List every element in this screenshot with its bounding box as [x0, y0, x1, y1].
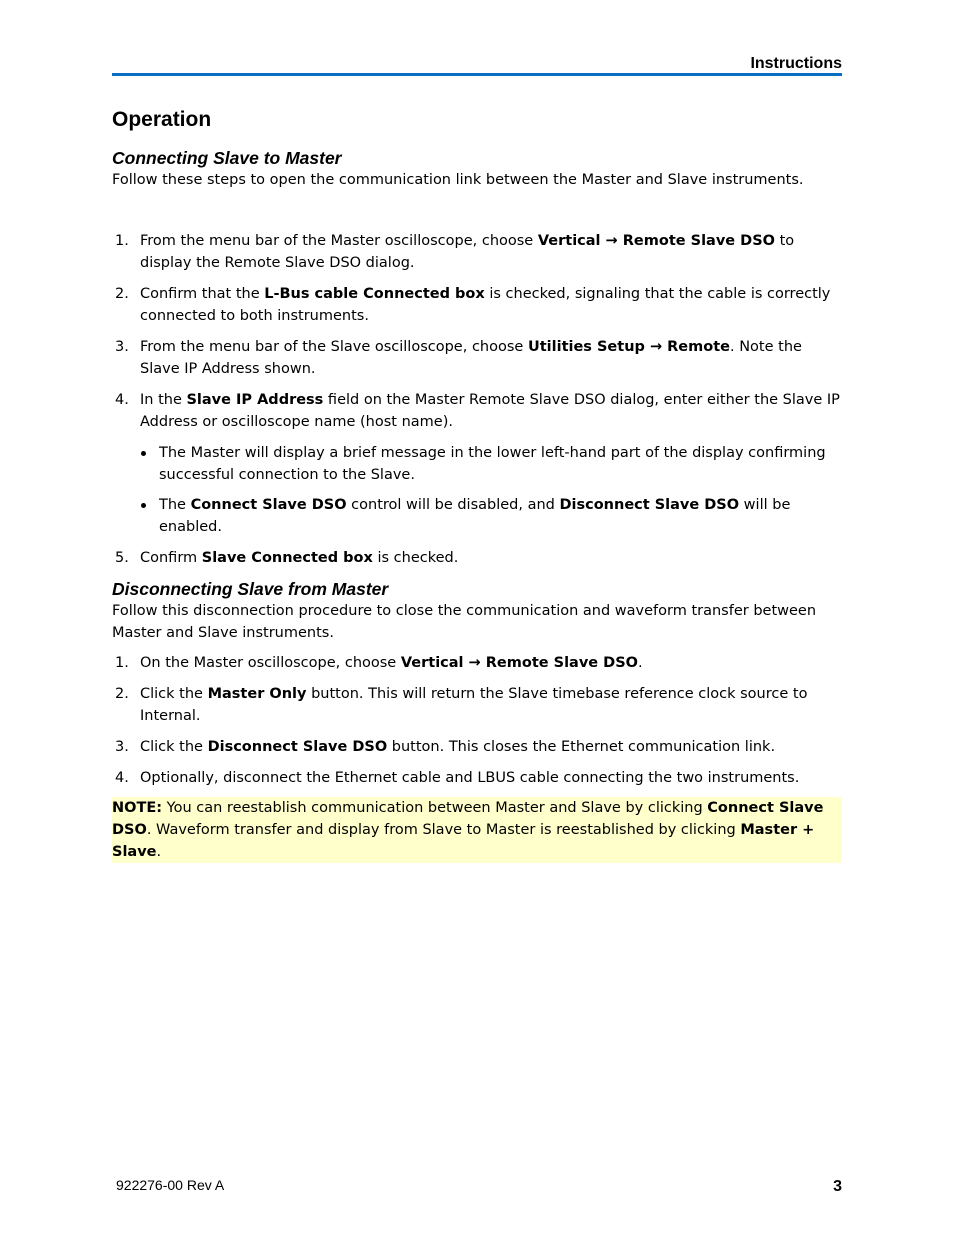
document-id: 922276-00 Rev A [116, 1177, 225, 1193]
bullet-icon [141, 451, 146, 456]
note-box: NOTE: You can reestablish communication between Master and Slave by clicking Connect Slave DSO. Waveform transfer and display from Slave to Master is reestablished by clicking Master + Slave. [112, 797, 842, 863]
bullet-icon [141, 503, 146, 508]
section-title: Operation [112, 108, 212, 131]
connect-steps [112, 230, 842, 569]
subsection-title-disconnect: Disconnecting Slave from Master [112, 579, 389, 599]
header-rule [112, 73, 842, 76]
list-item: 2. Click the Master Only button. This will return the Slave timebase reference clock source to Internal. [115, 686, 808, 724]
list-item: 3. Click the Disconnect Slave DSO button. This closes the Ethernet communication link. [115, 739, 776, 755]
list-item: 1. From the menu bar of the Master oscilloscope, choose Vertical → Remote Slave DSO to display the Remote Slave DSO dialog. [115, 233, 795, 271]
bullet-item: The Master will display a brief message in the lower left-hand part of the display confirming successful connection to the Slave. [140, 442, 842, 486]
bullet-item: The Connect Slave DSO control will be disabled, and Disconnect Slave DSO will be enabled. [140, 494, 842, 538]
list-item: 5. Confirm Slave Connected box is checked. [115, 550, 459, 566]
subsection-title-connect: Connecting Slave to Master [112, 148, 342, 168]
disconnect-intro: Follow this disconnection procedure to close the communication and waveform transfer between Master and Slave instruments. [112, 603, 817, 641]
running-header: Instructions [750, 55, 842, 72]
disconnect-steps [112, 652, 842, 789]
page-content [112, 106, 842, 863]
page-number: 3 [833, 1178, 842, 1195]
list-item: 4. In the Slave IP Address field on the Master Remote Slave DSO dialog, enter either the Slave IP Address or oscilloscope name (host name). The Master will display a brief message in the lower left-hand part of the display confirming successful connection to the Slave. The Connect Slave DSO control will be disabled, and Disconnect Slave DSO will be enabled. [112, 389, 842, 538]
connect-intro: Follow these steps to open the communication link between the Master and Slave instruments. [112, 172, 804, 188]
step-4-bullets [140, 442, 842, 538]
list-item: 2. Confirm that the L-Bus cable Connected box is checked, signaling that the cable is correctly connected to both instruments. [115, 286, 831, 324]
list-item: 4. Optionally, disconnect the Ethernet cable and LBUS cable connecting the two instruments. [115, 770, 800, 786]
note-label: NOTE: [112, 800, 163, 816]
list-item: 3. From the menu bar of the Slave oscilloscope, choose Utilities Setup → Remote. Note the Slave IP Address shown. [115, 339, 802, 377]
list-item: 1. On the Master oscilloscope, choose Vertical → Remote Slave DSO. [115, 655, 643, 671]
